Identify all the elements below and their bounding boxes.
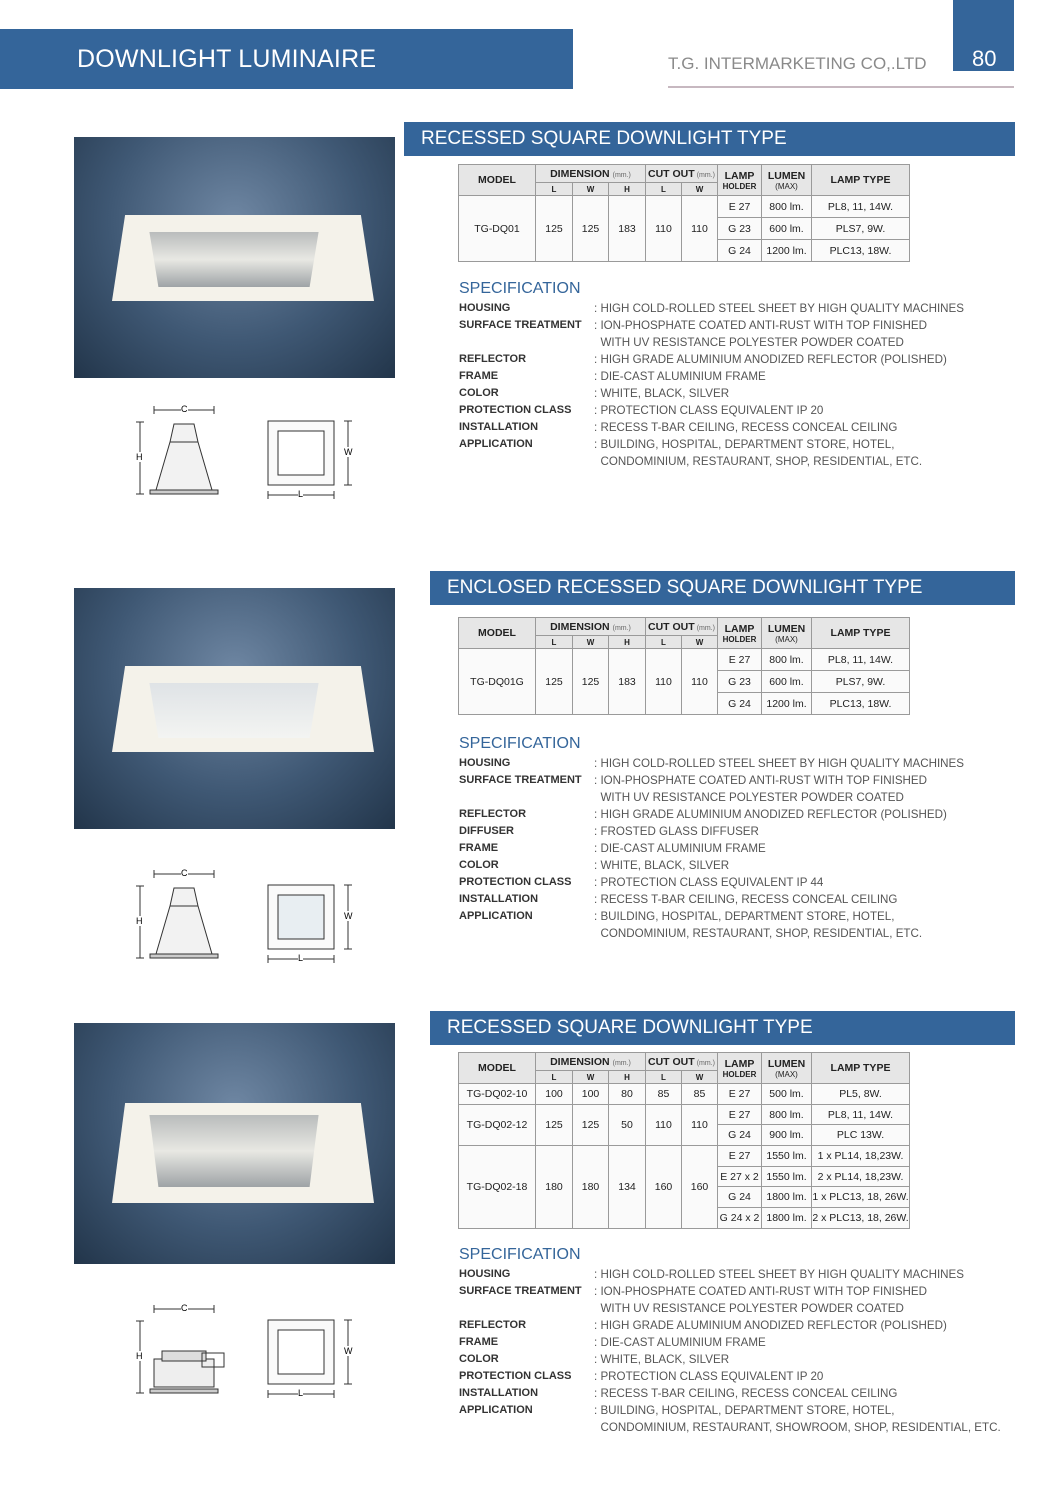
cell-W: 125 [573, 196, 609, 262]
specification-list [459, 300, 964, 470]
spec-label: PROTECTION CLASS [459, 404, 572, 416]
unit-label: (mm.) [612, 171, 631, 179]
spec-row [459, 300, 964, 317]
cell-lamp-type: PL8, 11, 14W. [812, 649, 910, 671]
specification-title: SPECIFICATION [459, 735, 581, 752]
column-header-cutout [646, 618, 718, 636]
spec-row [459, 755, 964, 772]
column-header-lamp-type-text: LAMP TYPE [830, 174, 891, 186]
spec-value: : BUILDING, HOSPITAL, DEPARTMENT STORE, HOTEL, CONDOMINIUM, RESTAURANT, SHOP, RESIDENTIAL, ETC. [594, 910, 923, 940]
column-header-lamp-type [812, 1053, 910, 1084]
spec-row [459, 419, 964, 436]
column-header-l [536, 636, 573, 649]
dimension-label-h: H [136, 452, 143, 462]
spec-row [459, 1351, 1001, 1368]
cell-H: 80 [609, 1084, 646, 1105]
column-header-model [459, 165, 536, 196]
table-header-row [459, 165, 910, 183]
header-text: HOLDER [722, 1069, 757, 1079]
column-header-cutout-text: CUT OUT [648, 620, 695, 633]
spec-row [459, 1402, 1001, 1436]
spec-value: : ION-PHOSPHATE COATED ANTI-RUST WITH TOP FINISHED WITH UV RESISTANCE POLYESTER POWDER COATED [594, 774, 928, 804]
spec-label: INSTALLATION [459, 1387, 539, 1399]
cell-model: TG-DQ02-10 [459, 1084, 536, 1105]
column-header-w [573, 183, 609, 196]
spec-row [459, 823, 964, 840]
cell-lamp-lumen: 800 lm. [762, 649, 812, 671]
cell-lamp-holder: G 23 [718, 218, 762, 240]
spec-value: : PROTECTION CLASS EQUIVALENT IP 20 [594, 404, 824, 417]
unit-label: (mm.) [696, 624, 715, 632]
column-header-l-text: L [551, 1072, 557, 1082]
column-header-lamp-holder [718, 618, 762, 649]
cell-lamp-type: 2 x PLC13, 18, 26W. [812, 1208, 910, 1229]
dimension-label-h: H [136, 1351, 143, 1361]
cell-lamp-holder: G 24 [718, 240, 762, 262]
spec-label: INSTALLATION [459, 421, 539, 433]
cell-cut-L: 110 [646, 649, 682, 715]
section-title: RECESSED SQUARE DOWNLIGHT TYPE [430, 1011, 1015, 1045]
cell-lamp-holder: E 27 [718, 196, 762, 218]
column-header-model-text: MODEL [478, 627, 516, 639]
column-header-h-text: H [624, 637, 630, 647]
cell-lamp-lumen: 600 lm. [762, 218, 812, 240]
table-row [459, 1146, 910, 1167]
spec-value: : HIGH GRADE ALUMINIUM ANODIZED REFLECTOR (POLISHED) [594, 1319, 947, 1332]
spec-label: COLOR [459, 1353, 499, 1365]
header-text: (MAX) [775, 634, 798, 644]
cell-lamp-holder: G 24 x 2 [718, 1208, 762, 1229]
spec-row [459, 874, 964, 891]
column-header-lamp-type [812, 165, 910, 196]
spec-label: PROTECTION CLASS [459, 1370, 572, 1382]
spec-row [459, 891, 964, 908]
spec-label: INSTALLATION [459, 893, 539, 905]
cell-model: TG-DQ01 [459, 196, 536, 262]
cell-lamp-type: PLC13, 18W. [812, 693, 910, 715]
column-header-h-text: H [624, 184, 630, 194]
column-header-w [682, 1071, 718, 1084]
column-header-w-text: W [695, 184, 704, 194]
column-header-dimension-text: DIMENSION [550, 167, 610, 180]
spec-row [459, 1385, 1001, 1402]
company-name: T.G. INTERMARKETING CO,.LTD [668, 54, 927, 73]
spec-value: : PROTECTION CLASS EQUIVALENT IP 20 [594, 1370, 824, 1383]
spec-value: : RECESS T-BAR CEILING, RECESS CONCEAL CEILING [594, 893, 898, 906]
spec-row [459, 436, 964, 470]
dimension-label-w: W [344, 1346, 353, 1356]
column-header-cutout-text: CUT OUT [648, 1055, 695, 1068]
spec-row [459, 857, 964, 874]
cell-cut-W: 110 [682, 196, 718, 262]
side-view-drawing [132, 402, 227, 502]
cell-cut-L: 85 [646, 1084, 682, 1105]
column-header-lamp-holder [718, 165, 762, 196]
cell-H: 50 [609, 1104, 646, 1145]
page-number: 80 [972, 46, 997, 71]
unit-label: (mm.) [612, 624, 631, 632]
column-header-lamp-type-text: LAMP TYPE [830, 1062, 891, 1074]
dimension-label-w: W [344, 447, 353, 457]
dimension-label-w: W [344, 911, 353, 921]
spec-value: : HIGH COLD-ROLLED STEEL SHEET BY HIGH QUALITY MACHINES [594, 302, 965, 315]
cell-lamp-type: 1 x PL14, 18,23W. [812, 1146, 910, 1167]
spec-label: SURFACE TREATMENT [459, 1285, 582, 1297]
cell-H: 183 [609, 196, 646, 262]
spec-row [459, 402, 964, 419]
header-text: LUMEN [767, 1057, 806, 1070]
page-title: DOWNLIGHT LUMINAIRE [77, 45, 377, 73]
specification-table [458, 617, 910, 715]
cell-lamp-lumen: 1800 lm. [762, 1208, 812, 1229]
side-view-drawing [132, 866, 227, 966]
cell-cut-L: 110 [646, 1104, 682, 1145]
section-title: RECESSED SQUARE DOWNLIGHT TYPE [404, 122, 1015, 156]
front-view-diagram [262, 1316, 357, 1401]
cell-W: 180 [573, 1146, 609, 1229]
side-view-diagram [132, 1301, 227, 1401]
spec-value: : WHITE, BLACK, SILVER [594, 387, 730, 400]
unit-label: (mm.) [696, 171, 715, 179]
spec-value: : DIE-CAST ALUMINIUM FRAME [594, 1336, 766, 1349]
column-header-dimension-text: DIMENSION [550, 620, 610, 633]
spec-row [459, 351, 964, 368]
cell-lamp-type: PLC 13W. [812, 1125, 910, 1146]
spec-label: FRAME [459, 1336, 499, 1348]
spec-row [459, 1368, 1001, 1385]
spec-value: : PROTECTION CLASS EQUIVALENT IP 44 [594, 876, 824, 889]
specification-title: SPECIFICATION [459, 1246, 581, 1263]
cell-lamp-lumen: 500 lm. [762, 1084, 812, 1105]
specification-title: SPECIFICATION [459, 280, 581, 297]
spec-label: COLOR [459, 387, 499, 399]
spec-row [459, 772, 964, 806]
specification-table [458, 164, 910, 262]
spec-row [459, 385, 964, 402]
column-header-l-text: L [551, 637, 557, 647]
spec-value: : WHITE, BLACK, SILVER [594, 1353, 730, 1366]
cell-lamp-type: PL8, 11, 14W. [812, 1104, 910, 1125]
spec-label: HOUSING [459, 1268, 511, 1280]
column-header-dimension [536, 1053, 646, 1071]
column-header-cutout-text: CUT OUT [648, 167, 695, 180]
side-view-diagram [132, 402, 227, 502]
specification-list [459, 1266, 1001, 1436]
column-header-lamp-holder [718, 1053, 762, 1084]
spec-value: : RECESS T-BAR CEILING, RECESS CONCEAL CEILING [594, 1387, 898, 1400]
spec-label: FRAME [459, 370, 499, 382]
spec-row [459, 1283, 1001, 1317]
front-view-diagram [262, 881, 357, 966]
cell-lamp-lumen: 800 lm. [762, 1104, 812, 1125]
spec-value: : HIGH COLD-ROLLED STEEL SHEET BY HIGH QUALITY MACHINES [594, 1268, 965, 1281]
spec-value: : DIE-CAST ALUMINIUM FRAME [594, 842, 766, 855]
table-row [459, 1104, 910, 1125]
dimension-label-c: C [181, 868, 188, 878]
spec-row [459, 1317, 1001, 1334]
cell-cut-L: 160 [646, 1146, 682, 1229]
cell-lamp-type: 2 x PL14, 18,23W. [812, 1166, 910, 1187]
column-header-cutout [646, 165, 718, 183]
cell-lamp-type: PLC13, 18W. [812, 240, 910, 262]
cell-model: TG-DQ02-18 [459, 1146, 536, 1229]
column-header-l-text: L [551, 184, 557, 194]
spec-label: PROTECTION CLASS [459, 876, 572, 888]
column-header-lumen [762, 1053, 812, 1084]
column-header-lamp-type [812, 618, 910, 649]
cell-lamp-lumen: 1200 lm. [762, 240, 812, 262]
header-text: HOLDER [722, 181, 757, 191]
dimension-label-h: H [136, 916, 143, 926]
column-header-h [609, 183, 646, 196]
spec-row [459, 317, 964, 351]
column-header-model [459, 1053, 536, 1084]
column-header-l-text: L [661, 1072, 666, 1082]
cell-L: 180 [536, 1146, 573, 1229]
cell-L: 125 [536, 196, 573, 262]
cell-lamp-lumen: 600 lm. [762, 671, 812, 693]
header-text: (MAX) [775, 181, 798, 191]
spec-label: HOUSING [459, 302, 511, 314]
column-header-w [573, 636, 609, 649]
spec-value: : HIGH GRADE ALUMINIUM ANODIZED REFLECTOR (POLISHED) [594, 808, 947, 821]
cell-lamp-holder: E 27 [718, 1104, 762, 1125]
spec-label: SURFACE TREATMENT [459, 319, 582, 331]
column-header-w-text: W [586, 637, 595, 647]
table-row [459, 649, 910, 671]
product-photo [74, 1023, 395, 1264]
cell-W: 125 [573, 1104, 609, 1145]
spec-label: APPLICATION [459, 438, 533, 450]
cell-cut-W: 160 [682, 1146, 718, 1229]
table-header-row [459, 618, 910, 636]
spec-value: : ION-PHOSPHATE COATED ANTI-RUST WITH TOP FINISHED WITH UV RESISTANCE POLYESTER POWDER COATED [594, 1285, 928, 1315]
cell-lamp-type: PLS7, 9W. [812, 218, 910, 240]
cell-lamp-holder: E 27 [718, 1084, 762, 1105]
column-header-l-text: L [661, 184, 666, 194]
cell-lamp-holder: G 23 [718, 671, 762, 693]
unit-label: (mm.) [696, 1059, 715, 1067]
cell-lamp-holder: G 24 [718, 693, 762, 715]
cell-model: TG-DQ02-12 [459, 1104, 536, 1145]
column-header-w-text: W [586, 1072, 595, 1082]
side-view-diagram [132, 866, 227, 966]
spec-label: REFLECTOR [459, 1319, 527, 1331]
spec-label: REFLECTOR [459, 353, 527, 365]
cell-lamp-lumen: 1550 lm. [762, 1166, 812, 1187]
cell-model: TG-DQ01G [459, 649, 536, 715]
column-header-h [609, 1071, 646, 1084]
product-photo [74, 137, 395, 378]
spec-label: COLOR [459, 859, 499, 871]
cell-L: 125 [536, 649, 573, 715]
cell-lamp-type: PL5, 8W. [812, 1084, 910, 1105]
header-text: LAMP [724, 622, 755, 635]
cell-W: 125 [573, 649, 609, 715]
column-header-model-text: MODEL [478, 174, 516, 186]
cell-lamp-type: 1 x PLC13, 18, 26W. [812, 1187, 910, 1208]
spec-label: HOUSING [459, 757, 511, 769]
cell-L: 100 [536, 1084, 573, 1105]
spec-row [459, 368, 964, 385]
column-header-model-text: MODEL [478, 1062, 516, 1074]
header-text: LAMP [724, 1057, 755, 1070]
luminaire-reflector [144, 1115, 324, 1187]
cell-H: 134 [609, 1146, 646, 1229]
spec-label: APPLICATION [459, 1404, 533, 1416]
spec-row [459, 1266, 1001, 1283]
front-view-drawing [262, 1316, 357, 1401]
dimension-label-l: L [298, 953, 304, 963]
dimension-label-c: C [181, 1303, 188, 1313]
column-header-l [536, 1071, 573, 1084]
cell-cut-W: 110 [682, 1104, 718, 1145]
cell-lamp-holder: G 24 [718, 1187, 762, 1208]
header-text: HOLDER [722, 634, 757, 644]
column-header-w-text: W [695, 1072, 704, 1082]
spec-label: APPLICATION [459, 910, 533, 922]
header-text: LUMEN [767, 169, 806, 182]
cell-lamp-lumen: 1200 lm. [762, 693, 812, 715]
specification-table [458, 1052, 910, 1229]
column-header-model [459, 618, 536, 649]
spec-label: REFLECTOR [459, 808, 527, 820]
column-header-l [646, 183, 682, 196]
header-text: (MAX) [775, 1069, 798, 1079]
column-header-w-text: W [695, 637, 704, 647]
cell-lamp-type: PL8, 11, 14W. [812, 196, 910, 218]
column-header-lamp-type-text: LAMP TYPE [830, 627, 891, 639]
table-header-row [459, 1053, 910, 1071]
spec-label: SURFACE TREATMENT [459, 774, 582, 786]
column-header-w [573, 1071, 609, 1084]
column-header-dimension-text: DIMENSION [550, 1055, 610, 1068]
side-view-drawing [132, 1301, 227, 1401]
front-view-drawing [262, 881, 357, 966]
column-header-w [682, 183, 718, 196]
column-header-lumen [762, 165, 812, 196]
cell-cut-L: 110 [646, 196, 682, 262]
luminaire-reflector [144, 683, 324, 738]
spec-label: FRAME [459, 842, 499, 854]
product-photo [74, 588, 395, 829]
column-header-dimension [536, 165, 646, 183]
cell-lamp-lumen: 800 lm. [762, 196, 812, 218]
cell-cut-W: 110 [682, 649, 718, 715]
spec-row [459, 908, 964, 942]
cell-lamp-holder: E 27 [718, 1146, 762, 1167]
spec-row [459, 806, 964, 823]
column-header-w-text: W [586, 184, 595, 194]
column-header-l [646, 1071, 682, 1084]
column-header-cutout [646, 1053, 718, 1071]
header-text: LAMP [724, 169, 755, 182]
luminaire-reflector [144, 232, 324, 287]
spec-value: : RECESS T-BAR CEILING, RECESS CONCEAL CEILING [594, 421, 898, 434]
cell-cut-W: 85 [682, 1084, 718, 1105]
cell-H: 183 [609, 649, 646, 715]
column-header-l-text: L [661, 637, 666, 647]
front-view-drawing [262, 417, 357, 502]
unit-label: (mm.) [612, 1059, 631, 1067]
section-title: ENCLOSED RECESSED SQUARE DOWNLIGHT TYPE [430, 571, 1015, 605]
cell-lamp-lumen: 1550 lm. [762, 1146, 812, 1167]
cell-lamp-holder: E 27 x 2 [718, 1166, 762, 1187]
spec-value: : HIGH GRADE ALUMINIUM ANODIZED REFLECTOR (POLISHED) [594, 353, 947, 366]
column-header-dimension [536, 618, 646, 636]
cell-lamp-holder: E 27 [718, 649, 762, 671]
column-header-h [609, 636, 646, 649]
front-view-diagram [262, 417, 357, 502]
spec-value: : BUILDING, HOSPITAL, DEPARTMENT STORE, HOTEL, CONDOMINIUM, RESTAURANT, SHOWROOM, SHOP, RESIDENTIAL, ETC. [594, 1404, 1001, 1434]
cell-lamp-type: PLS7, 9W. [812, 671, 910, 693]
cell-L: 125 [536, 1104, 573, 1145]
table-row [459, 196, 910, 218]
dimension-label-c: C [181, 404, 188, 414]
specification-list [459, 755, 964, 942]
cell-lamp-holder: G 24 [718, 1125, 762, 1146]
spec-label: DIFFUSER [459, 825, 514, 837]
header-text: LUMEN [767, 622, 806, 635]
spec-value: : DIE-CAST ALUMINIUM FRAME [594, 370, 766, 383]
cell-lamp-lumen: 900 lm. [762, 1125, 812, 1146]
header-divider [668, 86, 1014, 88]
cell-W: 100 [573, 1084, 609, 1105]
dimension-label-l: L [298, 1388, 304, 1398]
cell-lamp-lumen: 1800 lm. [762, 1187, 812, 1208]
spec-value: : BUILDING, HOSPITAL, DEPARTMENT STORE, HOTEL, CONDOMINIUM, RESTAURANT, SHOP, RESIDENTIAL, ETC. [594, 438, 923, 468]
column-header-l [536, 183, 573, 196]
column-header-h-text: H [624, 1072, 630, 1082]
column-header-l [646, 636, 682, 649]
column-header-w [682, 636, 718, 649]
dimension-label-l: L [298, 489, 304, 499]
spec-row [459, 1334, 1001, 1351]
column-header-lumen [762, 618, 812, 649]
spec-row [459, 840, 964, 857]
spec-value: : HIGH COLD-ROLLED STEEL SHEET BY HIGH QUALITY MACHINES [594, 757, 965, 770]
spec-value: : WHITE, BLACK, SILVER [594, 859, 730, 872]
spec-value: : ION-PHOSPHATE COATED ANTI-RUST WITH TOP FINISHED WITH UV RESISTANCE POLYESTER POWDER COATED [594, 319, 928, 349]
table-row [459, 1084, 910, 1105]
spec-value: : FROSTED GLASS DIFFUSER [594, 825, 759, 838]
